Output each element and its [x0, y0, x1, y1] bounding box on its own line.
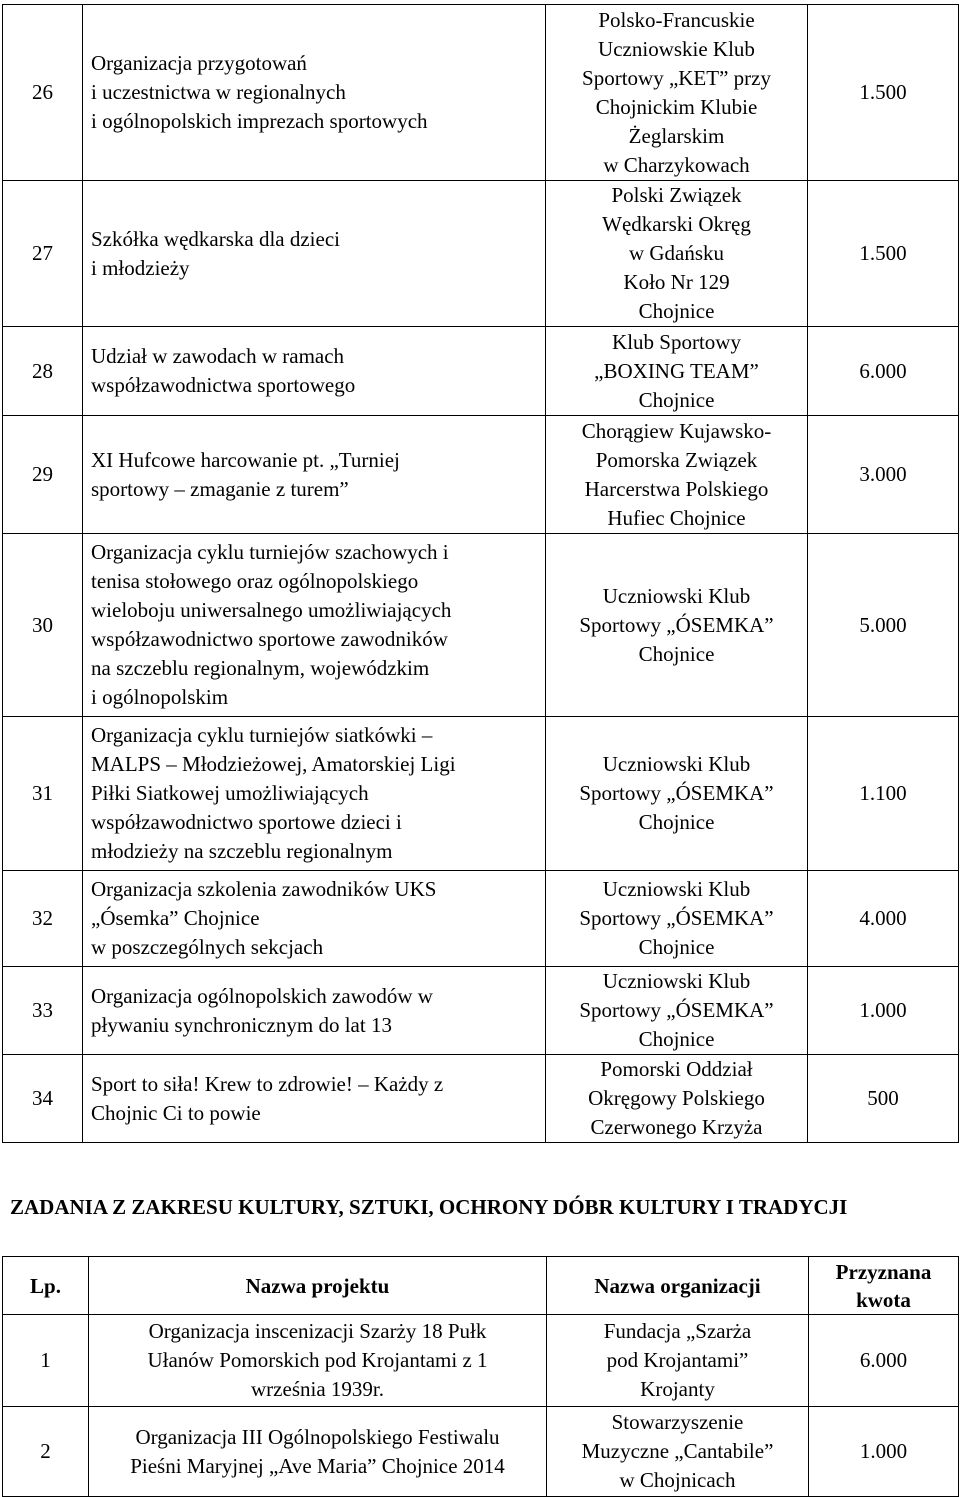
organization-cell: Polski Związek Wędkarski Okręg w Gdańsku Koło Nr 129 Chojnice [546, 181, 808, 327]
amount-cell: 1.000 [808, 967, 959, 1055]
project-name-cell: Organizacja cyklu turniejów szachowych i tenisa stołowego oraz ogólnopolskiego wieloboju uniwersalnego umożliwiających współzawodnictwo sportowe zawodników na szczeblu regionalnym, wojewódzkim i ogólnopolskim [83, 534, 546, 717]
table-row [3, 1407, 959, 1497]
table-row [3, 416, 959, 534]
amount-cell: 3.000 [808, 416, 959, 534]
organization-cell: Uczniowski Klub Sportowy „ÓSEMKA” Chojnice [546, 717, 808, 871]
organization-cell: Polsko-Francuskie Uczniowskie Klub Sportowy „KET” przy Chojnickim Klubie Żeglarskim w Charzykowach [546, 5, 808, 181]
organization-cell: Klub Sportowy „BOXING TEAM” Chojnice [546, 327, 808, 416]
lp-cell: 33 [3, 967, 83, 1055]
table-row [3, 534, 959, 717]
project-name-cell: Organizacja cyklu turniejów siatkówki – MALPS – Młodzieżowej, Amatorskiej Ligi Piłki Siatkowej umożliwiających współzawodnictwo sportowe dzieci i młodzieży na szczeblu regionalnym [83, 717, 546, 871]
amount-cell: 1.500 [808, 5, 959, 181]
project-name-cell: Organizacja ogólnopolskich zawodów w pływaniu synchronicznym do lat 13 [83, 967, 546, 1055]
table-row [3, 967, 959, 1055]
header-organization-name: Nazwa organizacji [547, 1257, 809, 1315]
organization-cell: Uczniowski Klub Sportowy „ÓSEMKA” Chojnice [546, 871, 808, 967]
lp-cell: 29 [3, 416, 83, 534]
table-row [3, 181, 959, 327]
project-name-cell: Szkółka wędkarska dla dzieci i młodzieży [83, 181, 546, 327]
lp-cell: 2 [3, 1407, 89, 1497]
amount-cell: 1.000 [809, 1407, 959, 1497]
project-name-cell: Organizacja szkolenia zawodników UKS „Ósemka” Chojnice w poszczególnych sekcjach [83, 871, 546, 967]
project-name-cell: Udział w zawodach w ramach współzawodnictwa sportowego [83, 327, 546, 416]
organization-cell: Pomorski Oddział Okręgowy Polskiego Czerwonego Krzyża [546, 1055, 808, 1143]
lp-cell: 27 [3, 181, 83, 327]
amount-cell: 6.000 [808, 327, 959, 416]
amount-cell: 4.000 [808, 871, 959, 967]
sport-tasks-table [2, 4, 959, 1143]
section-heading: ZADANIA Z ZAKRESU KULTURY, SZTUKI, OCHRONY DÓBR KULTURY I TRADYCJI [10, 1195, 848, 1219]
table-row [3, 1315, 959, 1407]
table-row [3, 871, 959, 967]
project-name-cell: Sport to siła! Krew to zdrowie! – Każdy z Chojnic Ci to powie [83, 1055, 546, 1143]
culture-tasks-table [2, 1256, 959, 1497]
project-name-cell: Organizacja inscenizacji Szarży 18 Pułk Ułanów Pomorskich pod Krojantami z 1 września 1939r. [89, 1315, 547, 1407]
table-row [3, 717, 959, 871]
amount-cell: 1.500 [808, 181, 959, 327]
lp-cell: 32 [3, 871, 83, 967]
lp-cell: 1 [3, 1315, 89, 1407]
project-name-cell: Organizacja przygotowań i uczestnictwa w regionalnych i ogólnopolskich imprezach sportowych [83, 5, 546, 181]
table-row [3, 1055, 959, 1143]
organization-cell: Uczniowski Klub Sportowy „ÓSEMKA” Chojnice [546, 967, 808, 1055]
project-name-cell: XI Hufcowe harcowanie pt. „Turniej sportowy – zmaganie z turem” [83, 416, 546, 534]
amount-cell: 500 [808, 1055, 959, 1143]
amount-cell: 5.000 [808, 534, 959, 717]
lp-cell: 31 [3, 717, 83, 871]
lp-cell: 26 [3, 5, 83, 181]
organization-cell: Chorągiew Kujawsko- Pomorska Związek Harcerstwa Polskiego Hufiec Chojnice [546, 416, 808, 534]
header-lp: Lp. [3, 1257, 89, 1315]
table-row [3, 5, 959, 181]
table-row [3, 327, 959, 416]
header-project-name: Nazwa projektu [89, 1257, 547, 1315]
table-header-row [3, 1257, 959, 1315]
lp-cell: 30 [3, 534, 83, 717]
amount-cell: 6.000 [809, 1315, 959, 1407]
organization-cell: Fundacja „Szarża pod Krojantami” Krojanty [547, 1315, 809, 1407]
lp-cell: 28 [3, 327, 83, 416]
organization-cell: Uczniowski Klub Sportowy „ÓSEMKA” Chojnice [546, 534, 808, 717]
organization-cell: Stowarzyszenie Muzyczne „Cantabile” w Chojnicach [547, 1407, 809, 1497]
lp-cell: 34 [3, 1055, 83, 1143]
header-granted-amount: Przyznana kwota [809, 1257, 959, 1315]
amount-cell: 1.100 [808, 717, 959, 871]
project-name-cell: Organizacja III Ogólnopolskiego Festiwalu Pieśni Maryjnej „Ave Maria” Chojnice 2014 [89, 1407, 547, 1497]
